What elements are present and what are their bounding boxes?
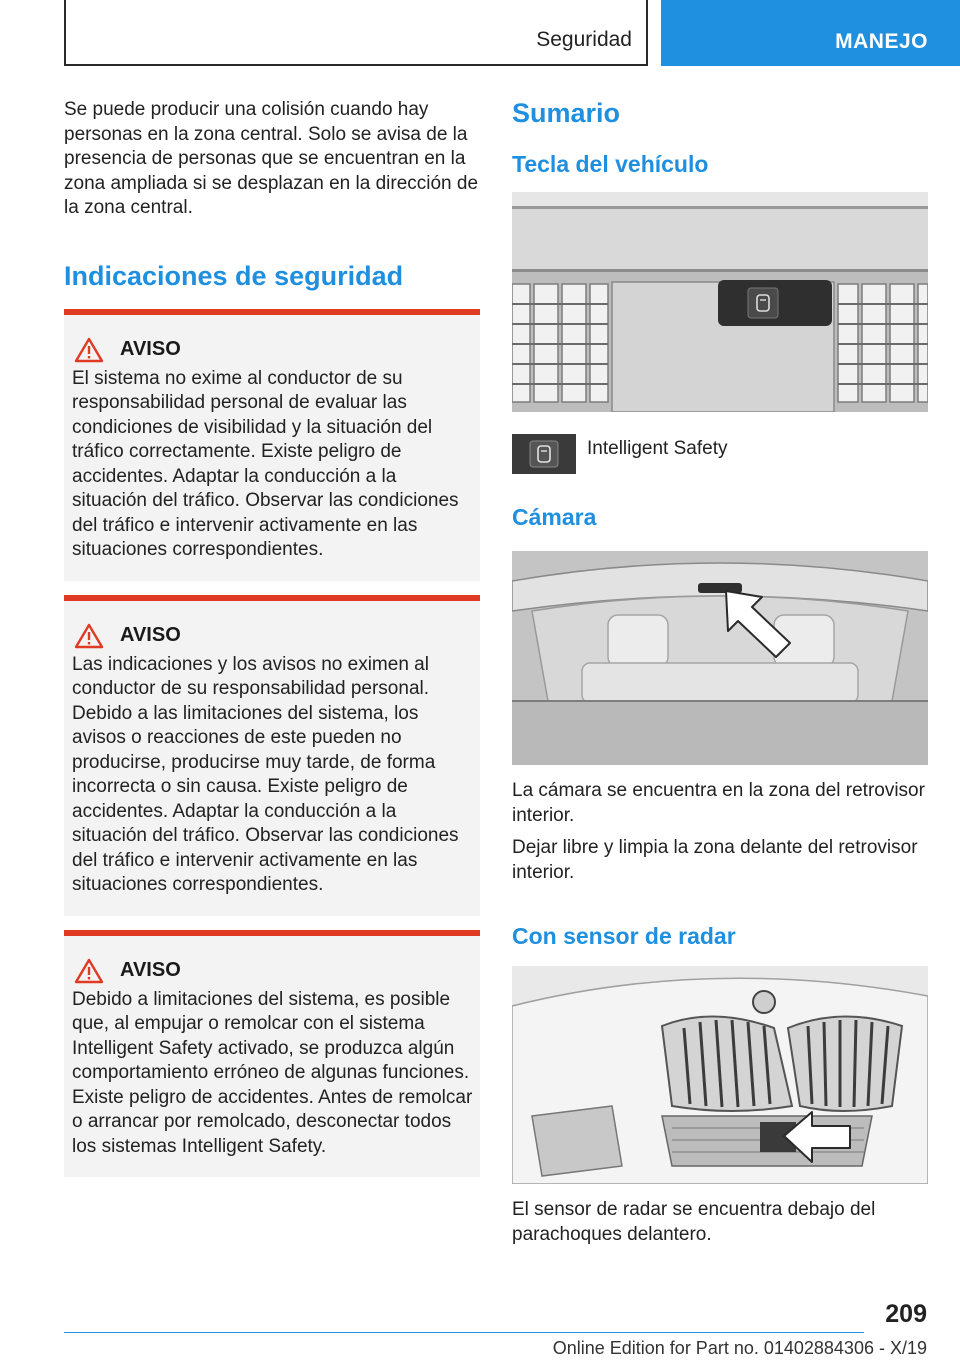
edition-footer: Online Edition for Part no. 01402884306 - X/19 [552,1338,927,1358]
header-chapter-tab: MANEJO [661,0,960,66]
front-bumper-radar-illustration [512,966,928,1184]
windshield-camera-illustration [512,551,928,765]
page-number: 209 [885,1300,927,1328]
warning-box [64,309,480,581]
intelligent-safety-key-row [512,434,928,474]
warning-title: AVISO [120,338,181,360]
radar-heading: Con sensor de radar [512,923,736,949]
warning-box [64,595,480,916]
warning-title: AVISO [120,959,181,981]
radar-location-text: El sensor de radar se encuentra debajo del parachoques delantero. [512,1199,876,1245]
intelligent-safety-button-icon [512,434,576,474]
warning-text: Las indicaciones y los avisos no eximen al conductor de su responsabilidad personal. Debido a las limitaciones del sistema, los avisos o reacciones de este pueden no producirse, producirse muy tarde, de forma incorrecta o sin causa. Existe peligro de accidentes. Adaptar la conducción a la situación del tráfico. Observar las condiciones del tráfico e intervenir activamente en las situaciones correspondientes. [72,653,459,895]
warning-title: AVISO [120,624,181,646]
right-column [512,98,928,1247]
summary-heading: Sumario [512,98,621,128]
warning-triangle-icon [74,623,104,649]
camera-location-text: La cámara se encuentra en la zona del retrovisor interior. [512,780,925,826]
intelligent-safety-label: Intelligent Safety [587,438,728,459]
camera-heading: Cámara [512,504,597,530]
header-section-box [64,0,648,66]
dashboard-button-illustration [512,192,928,412]
warning-box [64,930,480,1178]
safety-heading: Indicaciones de seguridad [64,260,404,291]
warning-triangle-icon [74,337,104,363]
warning-triangle-icon [74,958,104,984]
warning-text: Debido a limitaciones del sistema, es posible que, al empujar o remolcar con el sistema Intelligent Safety activado, se produzca algún comportamiento erróneo de algunas funciones. Existe peligro de accidentes. Antes de remolcar o arrancar por remolcado, desconectar todos los sistemas Intelligent Safety. [72,988,473,1157]
warning-text: El sistema no exime al conductor de su responsabilidad personal de evaluar las condiciones de visibilidad y la situación del tráfico correctamente. Existe peligro de accidentes. Adaptar la conducción a la situación del tráfico. Observar las condiciones del tráfico e intervenir activamente en las situaciones correspondientes. [72,367,459,560]
page-header [0,0,960,66]
camera-clean-text: Dejar libre y limpia la zona delante del retrovisor interior. [512,837,918,883]
header-section-title: Seguridad [536,28,632,51]
left-column [64,98,480,1177]
vehicle-key-heading: Tecla del vehículo [512,151,709,177]
intro-paragraph: Se puede producir una colisión cuando hay personas en la zona central. Solo se avisa de la presencia de personas que se encuentran en la zona ampliada si se desplazan en la dirección de la zona central. [64,99,479,218]
footer-divider [64,1332,864,1333]
